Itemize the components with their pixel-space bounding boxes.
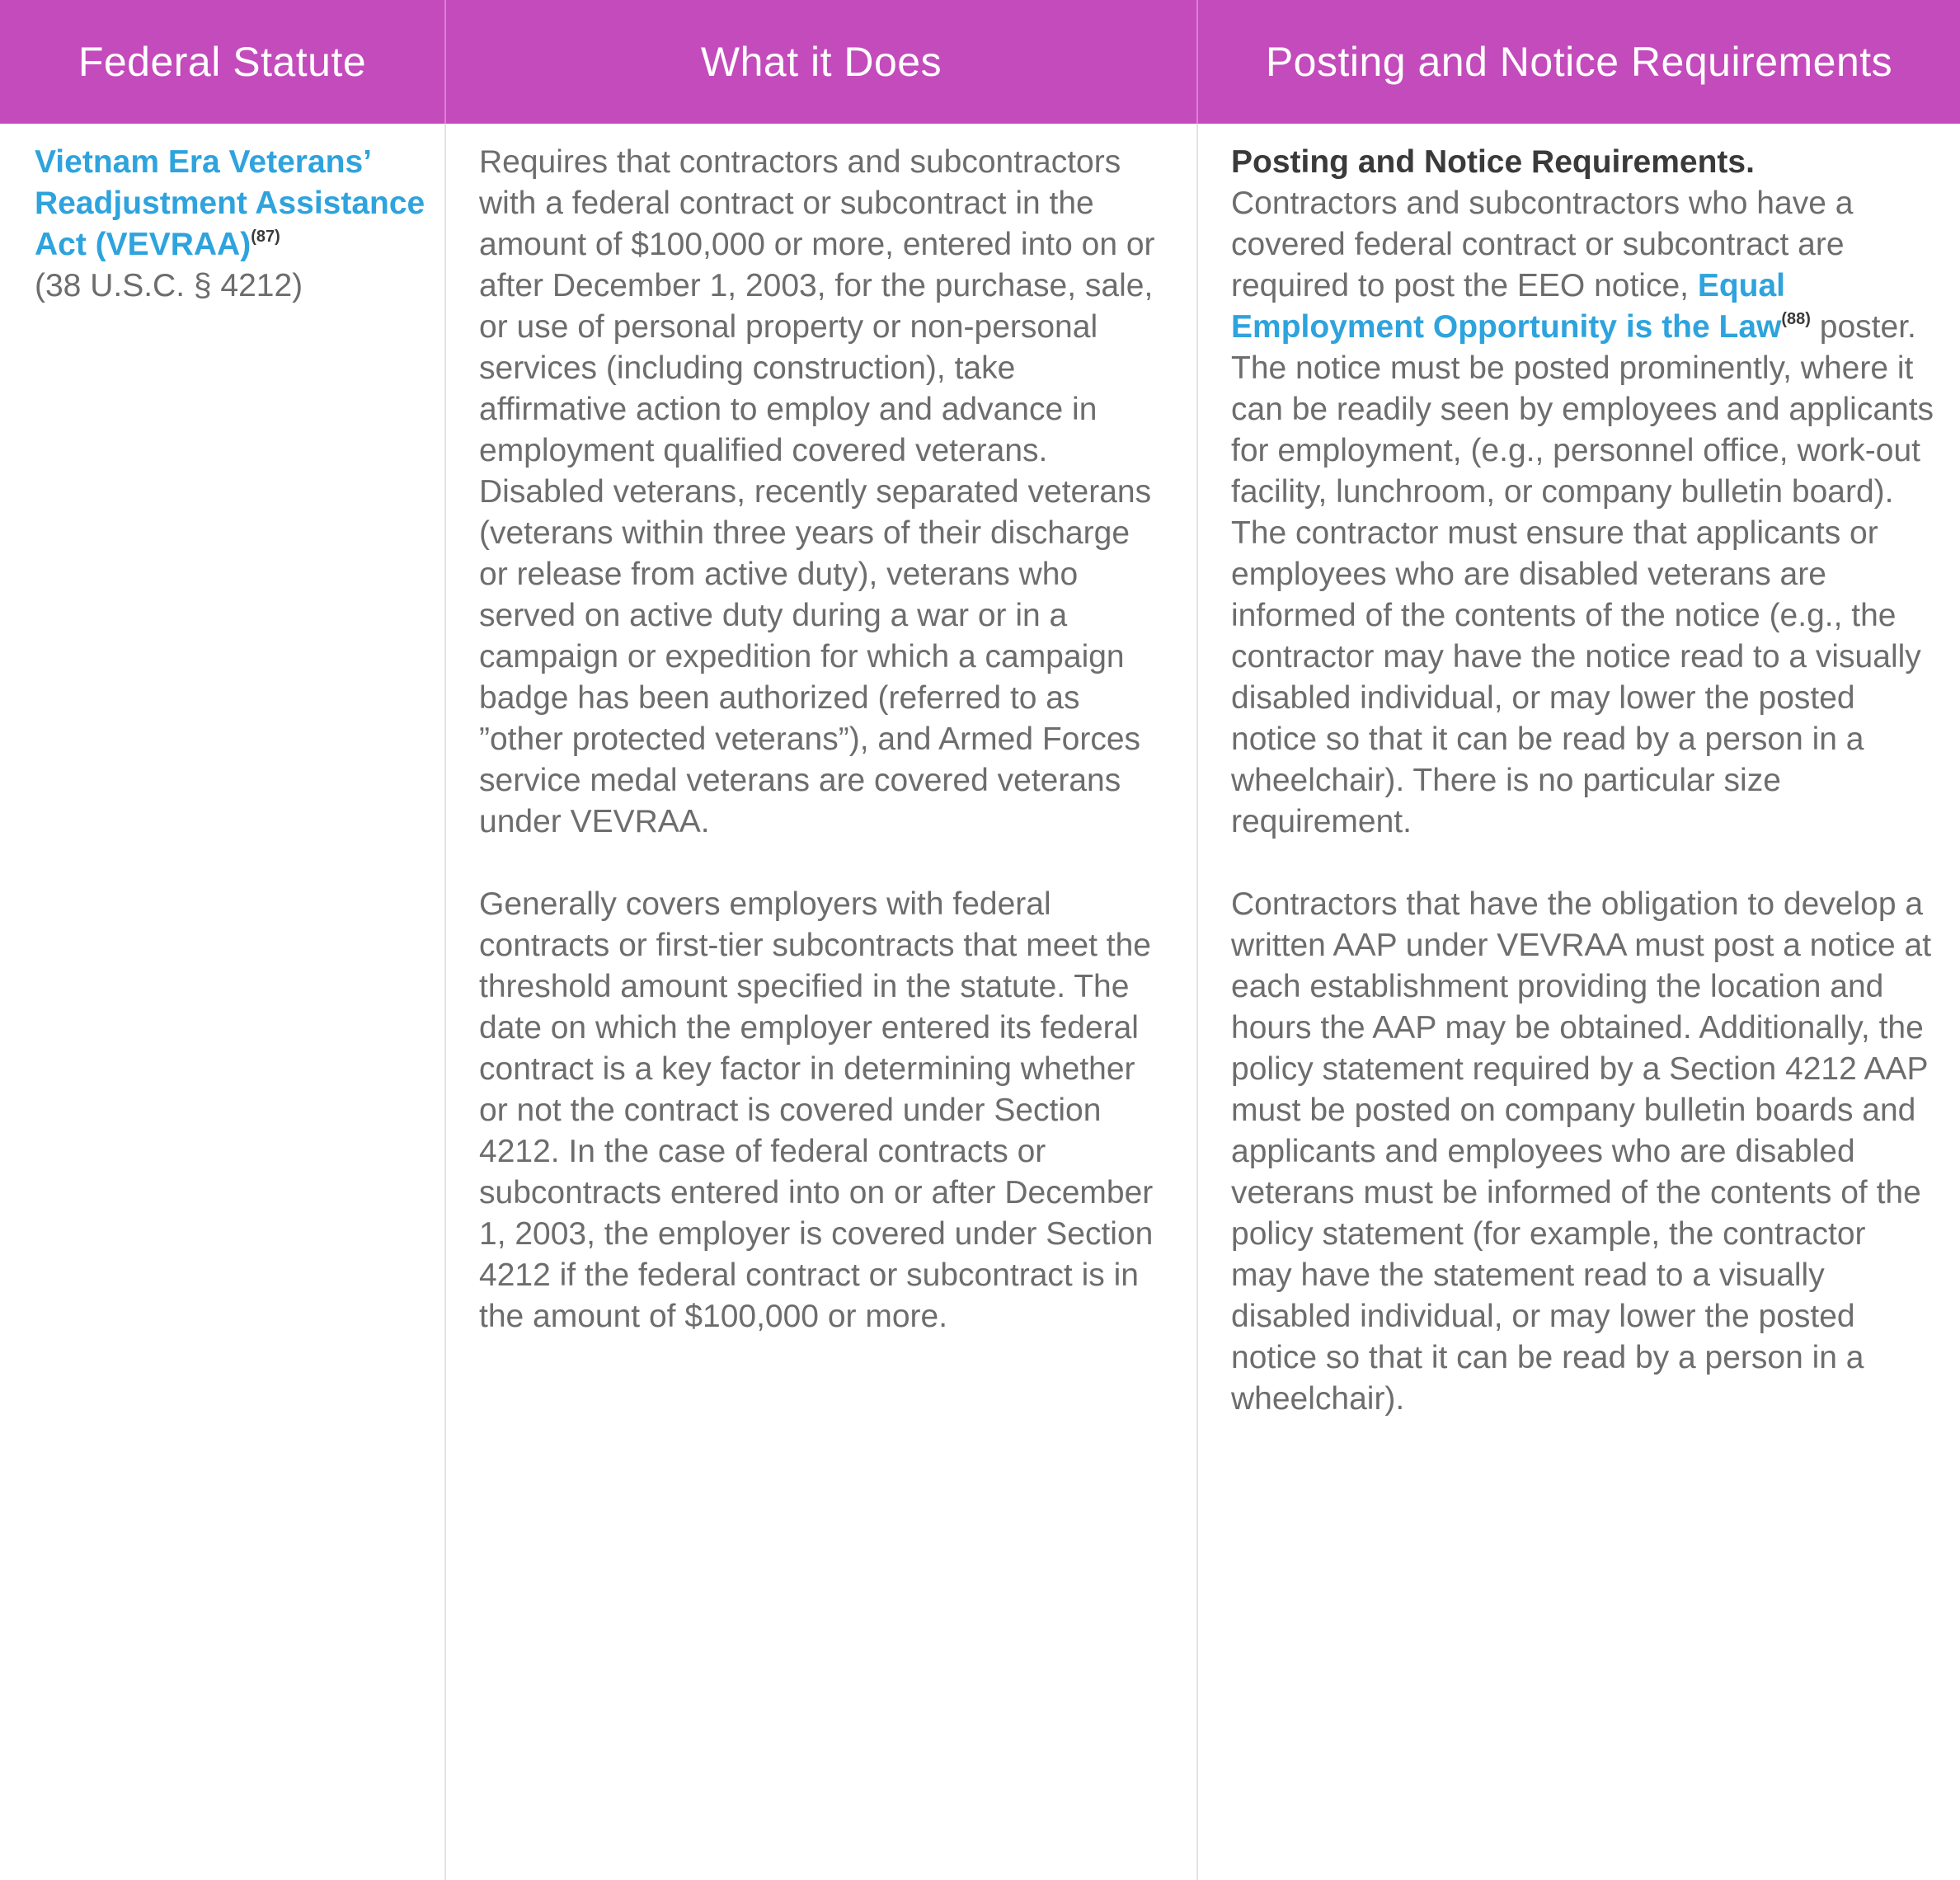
posting-paragraph-1 — [1231, 142, 1935, 843]
statute-footnote-ref[interactable]: (87) — [251, 228, 280, 246]
statute-name-link[interactable] — [35, 144, 425, 262]
header-what-it-does: What it Does — [446, 0, 1198, 124]
statute-name: Vietnam Era Veterans’ Readjustment Assistance Act (VEVRAA) — [35, 144, 425, 262]
posting-text-after: poster. The notice must be posted prominently, where it can be readily seen by employees and applicants for employment, (e.g., personnel office, work-out facility, lunchroom, or company bulletin board). The contractor must ensure that applicants or employees who are disabled veterans are informed of the contents of the notice (e.g., the contractor may have the notice read to a visually disabled individual, or may lower the posted notice so that it can be read by a person in a wheelchair). There is no particular size requirement. — [1231, 309, 1934, 839]
what-it-does-cell — [446, 124, 1198, 1880]
posting-paragraph-2: Contractors that have the obligation to develop a written AAP under VEVRAA must post a notice at each establishment providing the location and hours the AAP may be obtained. Additionally, the policy statement required by a Section 4212 AAP must be posted on company bulletin boards and applicants and employees who are disabled veterans must be informed of the contents of the policy statement (for example, the contractor may have the statement read to a visually disabled individual, or may lower the posted notice so that it can be read by a person in a wheelchair). — [1231, 886, 1932, 1417]
posting-heading: Posting and Notice Requirements. — [1231, 144, 1755, 180]
poster-footnote-ref[interactable]: (88) — [1781, 310, 1811, 328]
header-posting-requirements: Posting and Notice Requirements — [1265, 39, 1893, 85]
table-header — [0, 0, 1960, 124]
table-row — [0, 124, 1960, 1880]
what-it-does-paragraph-1: Requires that contractors and subcontractors with a federal contract or subcontract in the amount of $100,000 or more, entered into on or after December 1, 2003, for the purchase, sale, or use of personal property or non-personal services (including construction), take affirmative action to employ and advance in employment qualified covered veterans. Disabled veterans, recently separated veterans (veterans within three years of their discharge or release from active duty), veterans who served on active duty during a war or in a campaign or expedition for which a campaign badge has been authorized (referred to as ”other protected veterans”), and Armed Forces service medal veterans are covered veterans under VEVRAA. — [479, 144, 1155, 839]
posting-text-before: Contractors and subcontractors who have a covered federal contract or subcontract are required to post the EEO notice, — [1231, 186, 1854, 303]
what-it-does-paragraph-2: Generally covers employers with federal contracts or first-tier subcontracts that meet the threshold amount specified in the statute. The date on which the employer entered its federal contract is a key factor in determining whether or not the contract is covered under Section 4212. In the case of federal contracts or subcontracts entered into on or after December 1, 2003, the employer is covered under Section 4212 if the federal contract or subcontract is in the amount of $100,000 or more. — [479, 886, 1154, 1334]
eeo-poster-link[interactable]: Equal Employment Opportunity is the Law — [1231, 268, 1786, 345]
posting-cell — [1198, 124, 1960, 1880]
statute-cell — [0, 124, 446, 1880]
header-federal-statute: Federal Statute — [0, 0, 446, 124]
statute-citation: (38 U.S.C. § 4212) — [35, 268, 303, 303]
